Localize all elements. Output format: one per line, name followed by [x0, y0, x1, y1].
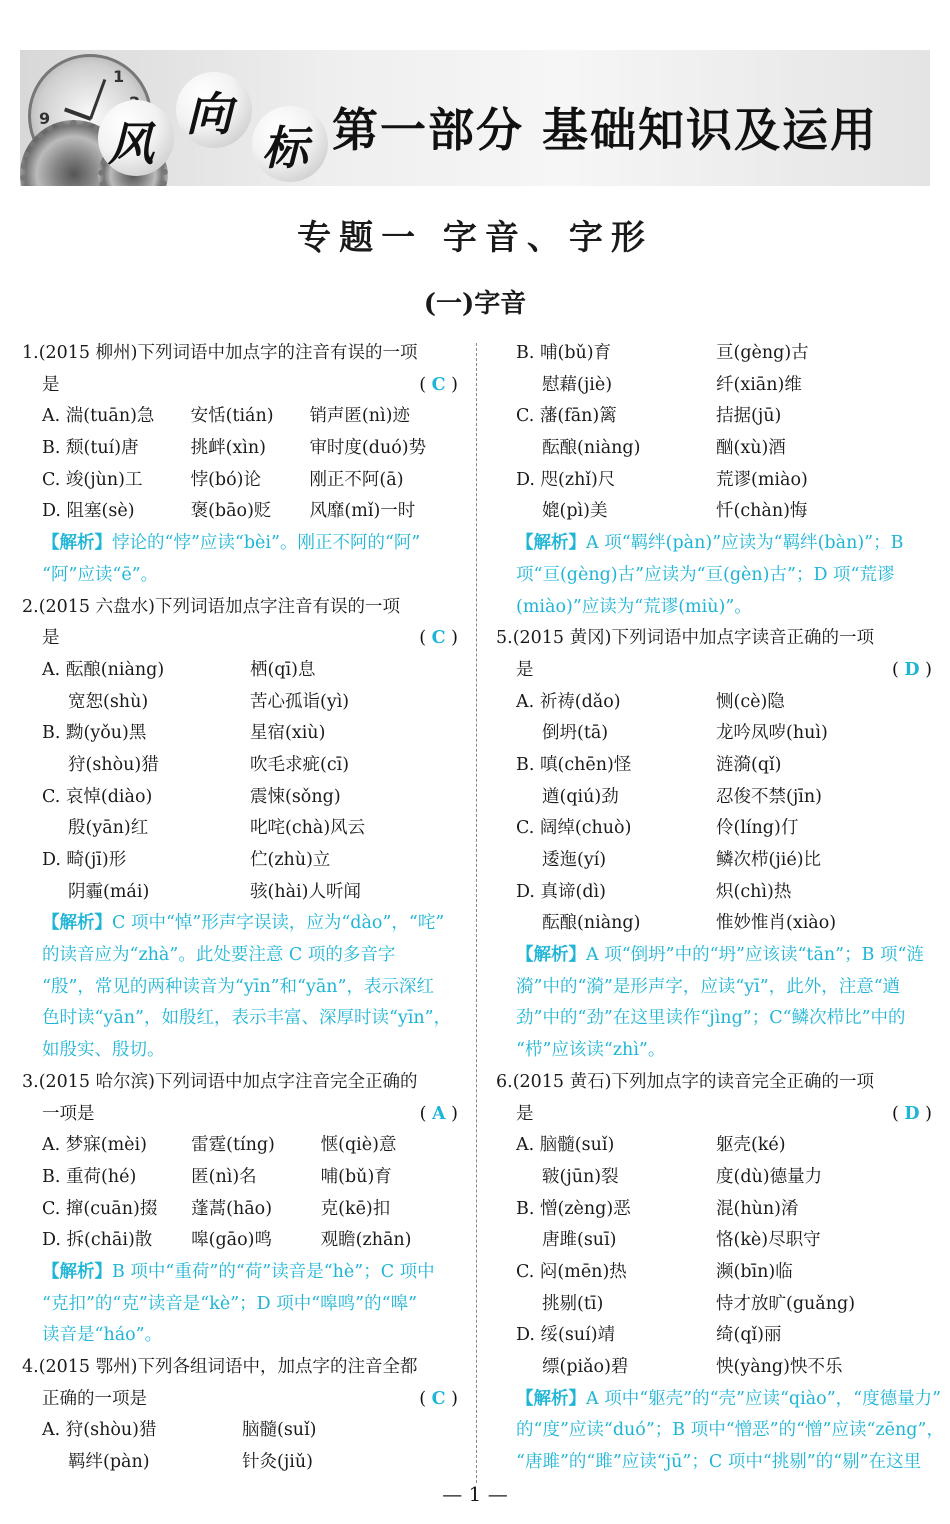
answer-bracket: ( D )	[892, 659, 932, 680]
explanation-text: A 项“倒坍”中的“坍”应该读“tān”；B 项“涟	[586, 945, 924, 966]
question-stem: 4.(2015 鄂州)下列各组词语中，加点字的注音全都	[22, 1357, 418, 1377]
option-item: 濒(bīn)临	[716, 1261, 793, 1282]
option-item: 悖(bó)论	[190, 469, 261, 490]
option-item: 炽(chì)热	[716, 881, 792, 902]
logo-ball	[94, 50, 180, 186]
explanation	[496, 528, 932, 560]
option-item: 挑衅(xìn)	[190, 438, 266, 459]
option-item: 酝酿(niàng)	[542, 438, 641, 459]
answer-bracket: ( C )	[419, 628, 458, 649]
question-stem-text: 是	[516, 659, 534, 680]
clock-number: 9	[39, 109, 51, 128]
option-item: 惬(qiè)意	[320, 1135, 397, 1156]
header-banner	[20, 50, 930, 186]
option-item: 鳞次栉(jié)比	[716, 850, 822, 870]
option-row	[22, 718, 458, 750]
explanation-text: C 项中“悼”形声字误读，应为“dào”，“咤”	[112, 913, 445, 934]
answer-bracket: ( C )	[419, 374, 458, 395]
clock-number: 1	[113, 67, 125, 86]
topic-title: 专题一 字音、字形	[297, 218, 653, 258]
explanation-tag: 【解析】	[42, 913, 112, 934]
option-item: 安恬(tián)	[190, 406, 274, 427]
explanation-text: A 项“羁绊(pàn)”应读为“羁绊(bàn)”；B	[586, 533, 904, 554]
option-item: 遒(qiú)劲	[542, 786, 619, 807]
explanation-tag: 【解析】	[42, 533, 112, 554]
option-item: 躯壳(ké)	[716, 1135, 786, 1156]
option-item: 风靡(mǐ)一时	[309, 501, 416, 522]
option-item: D. 畸(jī)形	[42, 850, 127, 870]
option-item: A. 脑髓(suǐ)	[516, 1135, 615, 1156]
option-item: C. 哀悼(diào)	[42, 786, 153, 807]
explanation: (miào)”应读为“荒谬(miù)”。	[516, 596, 752, 617]
explanation: 漪”中的“漪”是形声字，应读“yī”，此外，注意“遒	[516, 976, 901, 997]
option-item: 刚正不阿(ā)	[309, 469, 404, 490]
option-item: 针灸(jiǔ)	[242, 1452, 313, 1473]
option-item: 褒(bāo)贬	[190, 501, 272, 522]
option-row	[496, 338, 932, 370]
option-item: 惟妙惟肖(xiào)	[716, 913, 837, 934]
option-row	[496, 813, 932, 845]
option-item: 度(dù)德量力	[716, 1166, 823, 1187]
option-row	[22, 1130, 458, 1162]
option-item: 缥(piǎo)碧	[542, 1357, 629, 1377]
option-item: B. 憎(zèng)恶	[516, 1198, 631, 1219]
answer-letter: D	[904, 1103, 920, 1124]
option-row	[496, 1162, 932, 1194]
option-item: 嗥(gāo)鸣	[191, 1230, 272, 1251]
option-item: A. 梦寐(mèi)	[42, 1135, 147, 1156]
option-item: 恃才放旷(guǎng)	[716, 1293, 856, 1314]
right-column	[496, 338, 944, 1479]
option-item: B. 黝(yǒu)黑	[42, 723, 147, 744]
question-stem-text: 是	[42, 628, 60, 649]
option-item: C. 闷(mēn)热	[516, 1261, 627, 1282]
option-row	[496, 1320, 932, 1352]
option-item: 忏(chàn)悔	[716, 501, 808, 522]
option-item: B. 重荷(hé)	[42, 1166, 137, 1187]
option-item: 哺(bǔ)育	[320, 1166, 392, 1187]
explanation-tag: 【解析】	[516, 945, 586, 966]
clock-hand	[64, 108, 92, 121]
option-item: 逶迤(yí)	[542, 850, 607, 870]
option-item: 拮据(jū)	[716, 406, 782, 427]
option-item: 纤(xiān)维	[716, 374, 802, 395]
option-item: 震悚(sǒng)	[250, 786, 341, 807]
explanation-tag: 【解析】	[516, 533, 586, 554]
option-item: 星宿(xiù)	[250, 723, 326, 744]
question-stem: 2.(2015 六盘水)下列词语加点字注音有误的一项	[22, 596, 400, 617]
explanation: 读音是“háo”。	[42, 1325, 163, 1346]
option-item: 骇(hài)人听闻	[250, 881, 361, 902]
option-item: D. 真谛(dì)	[516, 881, 606, 902]
option-item: 恪(kè)尽职守	[716, 1230, 821, 1251]
option-row	[22, 401, 458, 433]
option-row	[22, 465, 458, 497]
logo-ball	[248, 50, 334, 186]
option-item: 羁绊(pàn)	[68, 1452, 150, 1473]
question-stem	[22, 370, 458, 402]
answer-letter: D	[904, 659, 920, 680]
option-row	[22, 813, 458, 845]
option-item: C. 竣(jùn)工	[42, 469, 143, 490]
option-item: 绮(qǐ)丽	[716, 1325, 782, 1346]
explanation: “唐雎”的“雎”应读“jū”；C 项中“挑剔”的“剔”在这里	[516, 1452, 922, 1473]
logo-char: 风	[108, 117, 154, 171]
question-stem: 5.(2015 黄冈)下列词语中加点字读音正确的一项	[496, 628, 874, 649]
explanation	[22, 528, 458, 560]
answer-letter: C	[431, 374, 446, 395]
answer-bracket: ( D )	[892, 1103, 932, 1124]
option-item: 皲(jūn)裂	[542, 1166, 619, 1187]
explanation-text: A 项中“躯壳”的“壳”应读“qiào”，“度德量力”	[586, 1388, 942, 1409]
option-item: 审时度(duó)势	[309, 438, 427, 459]
explanation	[22, 908, 458, 940]
part-title: 第一部分 基础知识及运用	[332, 103, 879, 157]
option-row	[496, 1352, 932, 1384]
explanation-text: 悖论的“悖”应读“bèi”。刚正不阿的“阿”	[112, 533, 421, 554]
option-item: 怏(yàng)怏不乐	[716, 1357, 843, 1377]
option-row	[22, 496, 458, 528]
option-row	[22, 1225, 458, 1257]
option-row	[496, 496, 932, 528]
explanation: 如殷实、殷切。	[42, 1040, 165, 1061]
option-item: 酝酿(niàng)	[542, 913, 641, 934]
option-item: 栖(qī)息	[250, 659, 316, 680]
question-stem: 1.(2015 柳州)下列词语中加点字的注音有误的一项	[22, 343, 418, 363]
explanation: 劲”中的“劲”在这里读作“jìng”；C“鳞次栉比”中的	[516, 1008, 906, 1029]
column-divider	[476, 343, 477, 1483]
option-row	[22, 1447, 458, 1479]
option-item: 蓬蒿(hāo)	[191, 1198, 273, 1219]
answer-bracket: ( C )	[419, 1388, 458, 1409]
explanation: “殷”，常见的两种读音为“yīn”和“yān”，表示深红	[42, 976, 435, 997]
option-row	[496, 782, 932, 814]
option-item: 倒坍(tā)	[542, 723, 609, 744]
option-item: 慰藉(jiè)	[542, 374, 613, 395]
explanation	[496, 940, 932, 972]
option-row	[496, 750, 932, 782]
logo-char: 标	[262, 121, 308, 175]
option-item: B. 哺(bǔ)育	[516, 343, 612, 363]
question-stem-text: 是	[42, 374, 60, 395]
option-item: 吹毛求疵(cī)	[250, 754, 350, 775]
option-item: 殷(yān)红	[68, 818, 149, 839]
answer-letter: A	[432, 1103, 446, 1124]
option-item: 狩(shòu)猎	[68, 754, 159, 775]
option-item: A. 祈祷(dǎo)	[516, 691, 621, 712]
answer-letter: C	[431, 1388, 446, 1409]
option-row	[496, 908, 932, 940]
option-item: D. 拆(chāi)散	[42, 1230, 153, 1251]
option-item: 荒谬(miào)	[716, 469, 808, 490]
option-item: 匿(nì)名	[191, 1166, 257, 1187]
option-item: B. 嗔(chēn)怪	[516, 754, 632, 775]
question-stem: 6.(2015 黄石)下列加点字的读音完全正确的一项	[496, 1071, 874, 1092]
option-row	[496, 1130, 932, 1162]
option-item: B. 颓(tuí)唐	[42, 438, 139, 459]
option-row	[22, 655, 458, 687]
question-stem	[496, 655, 932, 687]
option-item: 销声匿(nì)迹	[309, 406, 410, 427]
option-item: 阴霾(mái)	[68, 881, 150, 902]
option-item: D. 咫(zhǐ)尺	[516, 469, 616, 490]
option-row	[22, 1162, 458, 1194]
option-item: 混(hùn)淆	[716, 1198, 799, 1219]
option-item: D. 绥(suí)靖	[516, 1325, 616, 1346]
option-row	[496, 1194, 932, 1226]
option-row	[22, 1415, 458, 1447]
option-item: 脑髓(suǐ)	[242, 1420, 317, 1441]
logo-char: 向	[186, 87, 232, 141]
option-item: 挑剔(tī)	[542, 1293, 604, 1314]
question-stem	[22, 623, 458, 655]
option-item: D. 阻塞(sè)	[42, 501, 135, 522]
option-row	[496, 845, 932, 877]
option-row	[496, 1289, 932, 1321]
option-item: C. 藩(fān)篱	[516, 406, 617, 427]
explanation: 项“亘(gèng)古”应读为“亘(gèn)古”；D 项“荒谬	[516, 564, 895, 585]
option-item: 忍俊不禁(jīn)	[716, 786, 822, 807]
explanation	[22, 1257, 458, 1289]
option-row	[496, 370, 932, 402]
option-item: 观瞻(zhān)	[320, 1230, 412, 1251]
option-row	[496, 1225, 932, 1257]
option-item: 龙吟凤哕(huì)	[716, 723, 828, 744]
explanation: 的读音应为“zhà”。此处要注意 C 项的多音字	[42, 945, 396, 966]
question-stem	[22, 1384, 458, 1416]
option-item: 伶(líng)仃	[716, 818, 799, 839]
option-item: 恻(cè)隐	[716, 691, 785, 712]
question-stem-text: 是	[516, 1103, 534, 1124]
option-item: 叱咤(chà)风云	[250, 818, 366, 839]
option-item: C. 撺(cuān)掇	[42, 1198, 158, 1219]
option-item: 克(kē)扣	[320, 1198, 391, 1219]
explanation-text: B 项中“重荷”的“荷”读音是“hè”；C 项中	[112, 1261, 435, 1282]
question-stem	[496, 1099, 932, 1131]
option-item: 涟漪(qǐ)	[716, 754, 782, 775]
answer-letter: C	[431, 628, 446, 649]
option-item: A. 狩(shòu)猎	[42, 1420, 157, 1441]
option-row	[22, 1194, 458, 1226]
option-row	[496, 465, 932, 497]
option-item: C. 阔绰(chuò)	[516, 818, 632, 839]
option-item: 雷霆(tíng)	[191, 1135, 275, 1156]
option-row	[496, 687, 932, 719]
option-row	[22, 750, 458, 782]
option-row	[496, 433, 932, 465]
option-row	[496, 877, 932, 909]
question-stem-text: 正确的一项是	[42, 1388, 147, 1409]
option-item: 宽恕(shù)	[68, 691, 149, 712]
option-row	[496, 1257, 932, 1289]
explanation: 的“度”应读“duó”；B 项中“憎恶”的“憎”应读“zēng”，	[516, 1420, 944, 1441]
explanation: “栉”应该读“zhì”。	[516, 1040, 666, 1061]
option-item: 媲(pì)美	[542, 501, 608, 522]
explanation-tag: 【解析】	[516, 1388, 586, 1409]
option-item: A. 湍(tuān)急	[42, 406, 155, 427]
option-item: 伫(zhù)立	[250, 850, 331, 870]
page-number: — 1 —	[442, 1482, 508, 1506]
option-item: 唐雎(suī)	[542, 1230, 617, 1251]
option-item: A. 酝酿(niàng)	[42, 659, 165, 680]
option-row	[22, 877, 458, 909]
option-row	[22, 687, 458, 719]
explanation: “阿”应读“ē”。	[42, 564, 159, 585]
logo-ball	[172, 50, 258, 186]
left-column	[22, 338, 458, 1479]
explanation: 色时读“yān”，如殷红，表示丰富、深厚时读“yīn”，	[42, 1008, 452, 1029]
option-item: 苦心孤诣(yì)	[250, 691, 350, 712]
option-item: 酗(xù)酒	[716, 438, 786, 459]
question-stem-text: 一项是	[42, 1103, 95, 1124]
option-item: 亘(gèng)古	[716, 343, 809, 363]
question-stem: 3.(2015 哈尔滨)下列词语中加点字注音完全正确的	[22, 1071, 418, 1092]
option-row	[22, 433, 458, 465]
question-stem	[22, 1099, 458, 1131]
section-subtitle: (一)字音	[423, 289, 527, 319]
answer-bracket: ( A )	[419, 1103, 458, 1124]
explanation-tag: 【解析】	[42, 1261, 112, 1282]
explanation	[496, 1384, 942, 1416]
option-row	[22, 845, 458, 877]
option-row	[496, 718, 932, 750]
option-row	[22, 782, 458, 814]
option-row	[496, 401, 932, 433]
explanation: “克扣”的“克”读音是“kè”；D 项中“嗥鸣”的“嗥”	[42, 1293, 418, 1314]
